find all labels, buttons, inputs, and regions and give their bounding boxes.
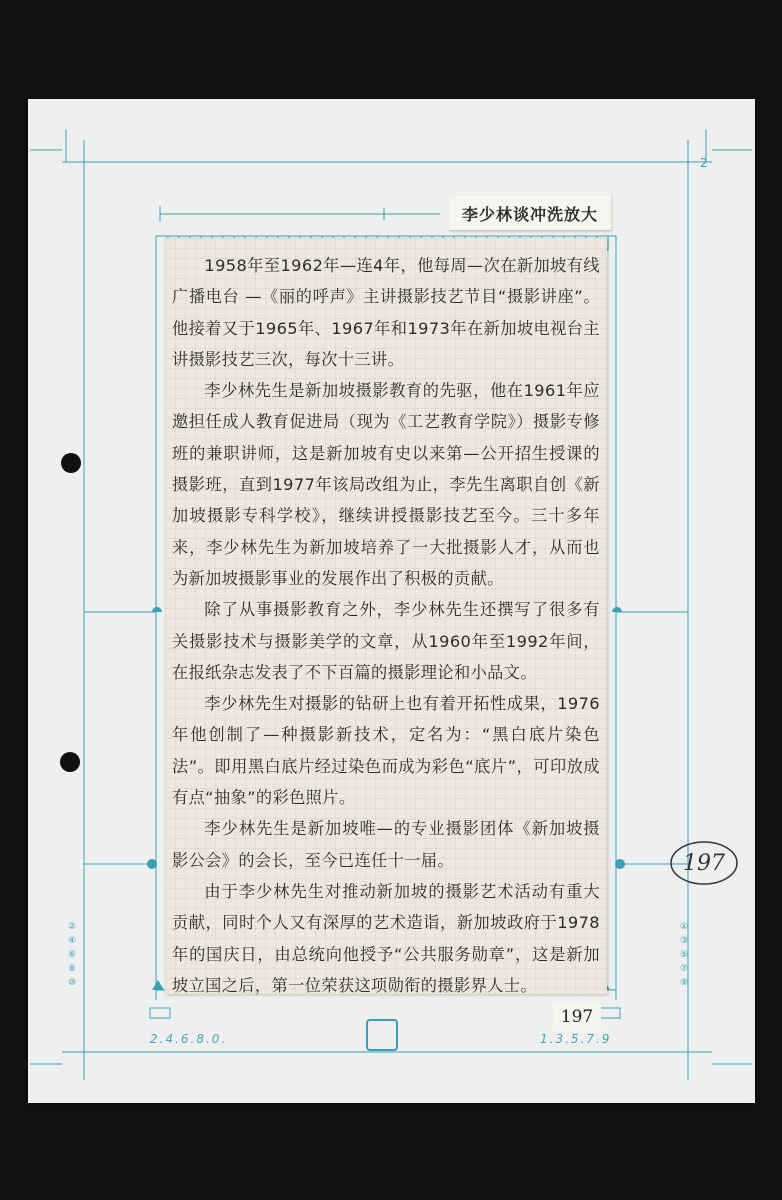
margin-mark: ⑨ (680, 978, 689, 988)
corner-mark: 2 (700, 156, 708, 170)
footer-code-left: 2.4.6.8.0. (150, 1032, 228, 1046)
margin-mark: ① (680, 922, 689, 932)
handwritten-circle (668, 838, 740, 888)
margin-numbers-right (680, 920, 688, 990)
running-header: 李少林谈冲洗放大 (449, 196, 611, 231)
paragraph: 李少林先生是新加坡唯—的专业摄影团体《新加坡摄影公会》的会长，至今已连任十一届。 (172, 819, 600, 870)
footer-code-right: 1.3.5.7.9 (540, 1032, 612, 1046)
page-number: 197 (553, 1003, 601, 1031)
margin-mark: ⑦ (680, 964, 689, 974)
margin-mark: ⑤ (680, 950, 689, 960)
margin-mark: ⑧ (68, 964, 77, 974)
paragraph: 由于李少林先生对推动新加坡的摄影艺术活动有重大贡献，同时个人又有深厚的艺术造诣，新加坡政府于1978年的国庆日，由总统向他授予“公共服务勋章”，这是新加坡立国之后，第一位荣获这项勋衔的摄影界人士。 (172, 881, 600, 995)
binder-hole-bottom (60, 752, 80, 772)
margin-mark: ④ (68, 936, 77, 946)
margin-mark: ⑥ (68, 950, 77, 960)
binder-hole-top (61, 453, 81, 473)
article-body (172, 250, 600, 1001)
margin-numbers-left (68, 920, 76, 990)
margin-mark: ② (68, 922, 77, 932)
paragraph: 1958年至1962年—连4年，他每周—次在新加坡有线广播电台 —《丽的呼声》主讲摄影技艺节目“摄影讲座”。他接着又于1965年、1967年和1973年在新加坡电视台主讲摄影技艺三次，每次十三讲。 (172, 256, 600, 369)
margin-mark: ⑩ (68, 978, 77, 988)
margin-mark: ③ (680, 936, 689, 946)
publisher-seal-icon (366, 1019, 398, 1051)
paragraph: 除了从事摄影教育之外，李少林先生还撰写了很多有关摄影技术与摄影美学的文章，从1960年至1992年间，在报纸杂志发表了不下百篇的摄影理论和小品文。 (172, 600, 600, 682)
text-clipping (165, 238, 607, 994)
paragraph: 李少林先生对摄影的钻研上也有着开拓性成果，1976年他创制了—种摄影新技术，定名为：“黑白底片染色法”。即用黑白底片经过染色而成为彩色“底片”，可印放成有点“抽象”的彩色照片。 (172, 694, 600, 808)
paragraph: 李少林先生是新加坡摄影教育的先驱，他在1961年应邀担任成人教育促进局（现为《工艺教育学院》）摄影专修班的兼职讲师，这是新加坡有史以来第—公开招生授课的摄影班，直到1977年该局改组为止，李先生离职自创《新加坡摄影专科学校》，继续讲授摄影技艺至今。三十多年来，李少林先生为新加坡培养了一大批摄影人才，从而也为新加坡摄影事业的发展作出了积极的贡献。 (172, 381, 600, 588)
handwritten-page-number: 197 (683, 850, 725, 876)
